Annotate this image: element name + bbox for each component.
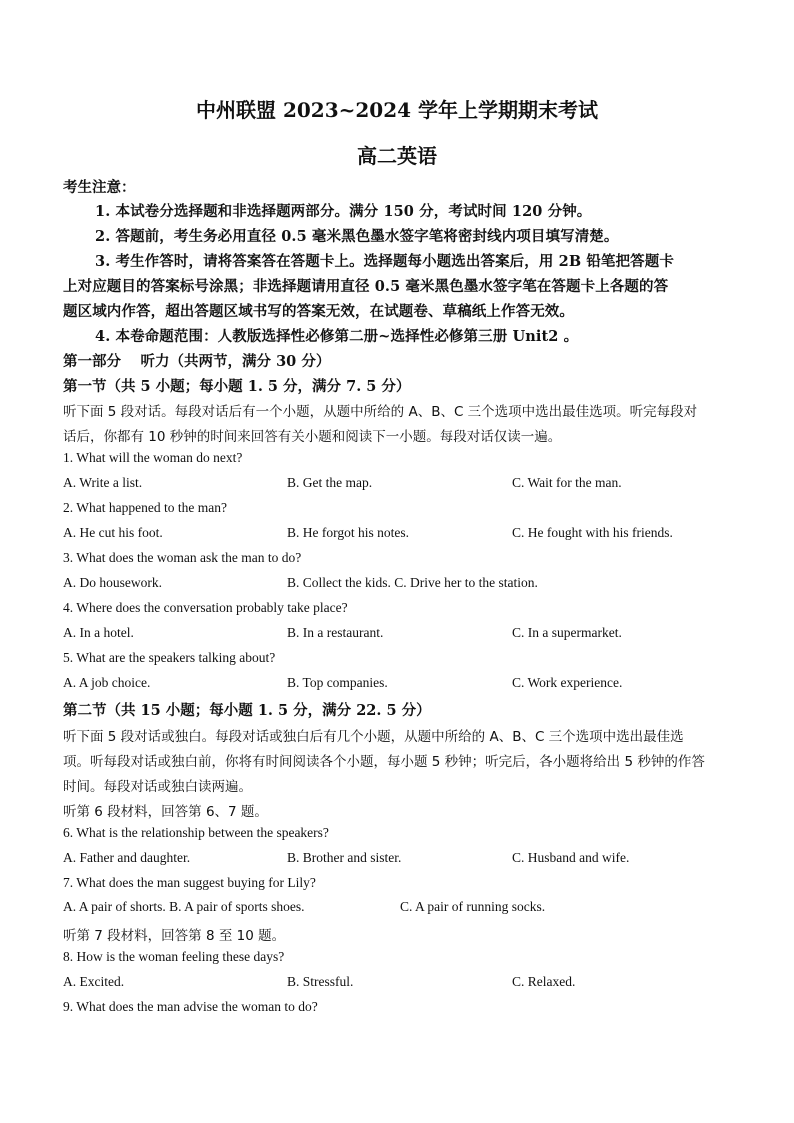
option-b: B. Get the map. xyxy=(287,475,373,490)
option-b: B. Top companies. xyxy=(287,675,388,690)
question-stem: 8. How is the woman feeling these days? xyxy=(63,949,285,964)
section2-heading: 第二节（共 15 小题；每小题 1. 5 分，满分 22. 5 分） xyxy=(63,702,431,719)
option-b: B. He forgot his notes. xyxy=(287,525,409,540)
notice-item: 4. 本卷命题范围：人教版选择性必修第二册~选择性必修第三册 Unit2 。 xyxy=(95,328,579,345)
option-a: A. Excited. xyxy=(63,974,125,989)
material-note: 听第 7 段材料，回答第 8 至 10 题。 xyxy=(63,928,286,944)
option-a: A. Do housework. xyxy=(63,575,162,590)
section2-instruction: 听下面 5 段对话或独白。每段对话或独白后有几个小题，从题中所给的 A、B、C 三个选项中选出最佳选 xyxy=(63,729,684,745)
option-c: C. Husband and wife. xyxy=(512,850,630,865)
option-a: A. A job choice. xyxy=(63,675,151,690)
option-c: C. Wait for the man. xyxy=(512,475,622,490)
notice-item: 1. 本试卷分选择题和非选择题两部分。满分 150 分，考试时间 120 分钟。 xyxy=(95,203,592,220)
option-a: A. Write a list. xyxy=(63,475,143,490)
question-stem: 9. What does the man advise the woman to do? xyxy=(63,999,318,1014)
exam-subject: 高二英语 xyxy=(357,144,437,168)
option-a: A. In a hotel. xyxy=(63,625,134,640)
question-stem: 6. What is the relationship between the speakers? xyxy=(63,825,329,840)
option-b-c: B. Collect the kids. C. Drive her to the station. xyxy=(287,575,538,590)
section1-heading: 第一节（共 5 小题；每小题 1. 5 分，满分 7. 5 分） xyxy=(63,378,411,395)
option-a: A. He cut his foot. xyxy=(63,525,163,540)
option-b: B. In a restaurant. xyxy=(287,625,384,640)
question-stem: 2. What happened to the man? xyxy=(63,500,227,515)
question-stem: 4. Where does the conversation probably take place? xyxy=(63,600,348,615)
option-b: B. Stressful. xyxy=(287,974,354,989)
option-c: C. He fought with his friends. xyxy=(512,525,673,540)
notice-item: 上对应题目的答案标号涂黑；非选择题请用直径 0.5 毫米黑色墨水签字笔在答题卡上各题的答 xyxy=(63,278,669,295)
question-stem: 7. What does the man suggest buying for Lily? xyxy=(63,875,316,890)
option-a: A. Father and daughter. xyxy=(63,850,191,865)
section1-instruction: 听下面 5 段对话。每段对话后有一个小题，从题中所给的 A、B、C 三个选项中选出最佳选项。听完每段对 xyxy=(63,404,698,420)
option-c: C. A pair of running socks. xyxy=(400,899,546,914)
question-stem: 1. What will the woman do next? xyxy=(63,450,243,465)
notice-item: 3. 考生作答时，请将答案答在答题卡上。选择题每小题选出答案后，用 2B 铅笔把答题卡 xyxy=(95,253,674,270)
notice-item: 题区域内作答，超出答题区域书写的答案无效，在试题卷、草稿纸上作答无效。 xyxy=(63,303,574,320)
option-b: B. Brother and sister. xyxy=(287,850,402,865)
part1-heading: 第一部分 听力（共两节，满分 30 分） xyxy=(63,353,331,370)
option-c: C. Relaxed. xyxy=(512,974,576,989)
notice-heading: 考生注意： xyxy=(63,179,136,196)
section2-instruction: 时间。每段对话或独白读两遍。 xyxy=(63,779,252,795)
option-c: C. In a supermarket. xyxy=(512,625,622,640)
section1-instruction: 话后，你都有 10 秒钟的时间来回答有关小题和阅读下一小题。每段对话仅读一遍。 xyxy=(63,429,562,445)
section2-instruction: 项。听每段对话或独白前，你将有时间阅读各个小题，每小题 5 秒钟；听完后，各小题将给出 5 秒钟的作答 xyxy=(63,754,705,770)
material-note: 听第 6 段材料，回答第 6、7 题。 xyxy=(63,804,268,820)
question-stem: 3. What does the woman ask the man to do? xyxy=(63,550,302,565)
exam-title: 中州联盟 2023~2024 学年上学期期末考试 xyxy=(195,98,598,122)
notice-item: 2. 答题前，考生务必用直径 0.5 毫米黑色墨水签字笔将密封线内项目填写清楚。 xyxy=(95,228,619,245)
question-stem: 5. What are the speakers talking about? xyxy=(63,650,276,665)
option-a-b: A. A pair of shorts. B. A pair of sports shoes. xyxy=(63,899,305,914)
option-c: C. Work experience. xyxy=(512,675,623,690)
